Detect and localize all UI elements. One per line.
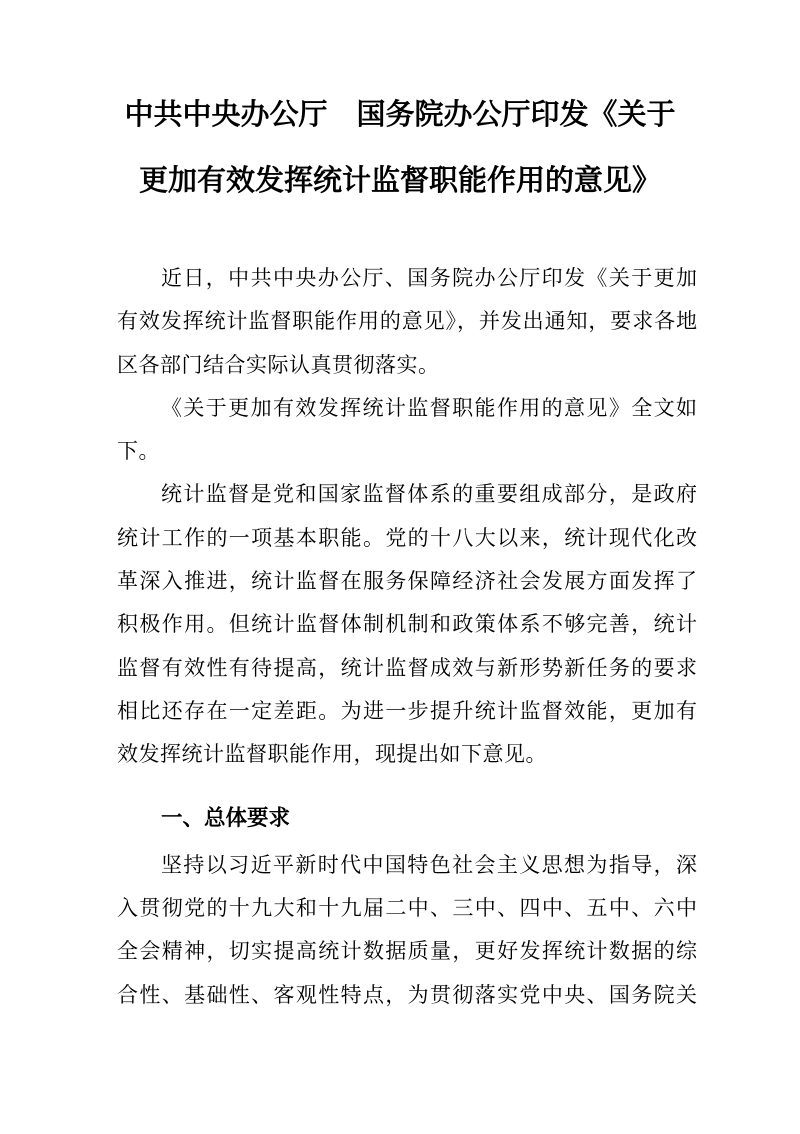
document-title — [0, 82, 800, 214]
body-line: 监督有效性有待提高，统计监督成效与新形势新任务的要求 — [117, 655, 697, 680]
body-line: 入贯彻党的十九大和十九届二中、三中、四中、五中、六中 — [117, 896, 697, 921]
body-line: 区各部门结合实际认真贯彻落实。 — [117, 352, 440, 377]
section-heading: 一、总体要求 — [161, 805, 291, 830]
body-line: 统计工作的一项基本职能。党的十八大以来，统计现代化改 — [117, 525, 697, 550]
body-line: 相比还存在一定差距。为进一步提升统计监督效能，更加有 — [117, 698, 697, 723]
body-line: 《关于更加有效发挥统计监督职能作用的意见》全文如 — [161, 395, 697, 420]
document-body — [0, 257, 800, 1017]
body-line: 全会精神，切实提高统计数据质量，更好发挥统计数据的综 — [117, 939, 697, 964]
body-line: 下。 — [117, 439, 160, 464]
body-line: 积极作用。但统计监督体制机制和政策体系不够完善，统计 — [117, 612, 697, 637]
title-line-1: 中共中央办公厅 国务院办公厅印发《关于 — [124, 99, 676, 131]
body-line: 近日，中共中央办公厅、国务院办公厅印发《关于更加 — [161, 266, 697, 290]
title-line-2: 更加有效发挥统计监督职能作用的意见》 — [138, 165, 661, 197]
body-line: 革深入推进，统计监督在服务保障经济社会发展方面发挥了 — [117, 569, 697, 594]
body-line: 有效发挥统计监督职能作用的意见》，并发出通知，要求各地 — [117, 309, 697, 334]
body-line: 统计监督是党和国家监督体系的重要组成部分，是政府 — [161, 482, 697, 507]
body-line: 效发挥统计监督职能作用，现提出如下意见。 — [117, 742, 547, 767]
body-line: 坚持以习近平新时代中国特色社会主义思想为指导，深 — [161, 852, 697, 877]
body-line: 合性、基础性、客观性特点，为贯彻落实党中央、国务院关 — [117, 982, 697, 1007]
